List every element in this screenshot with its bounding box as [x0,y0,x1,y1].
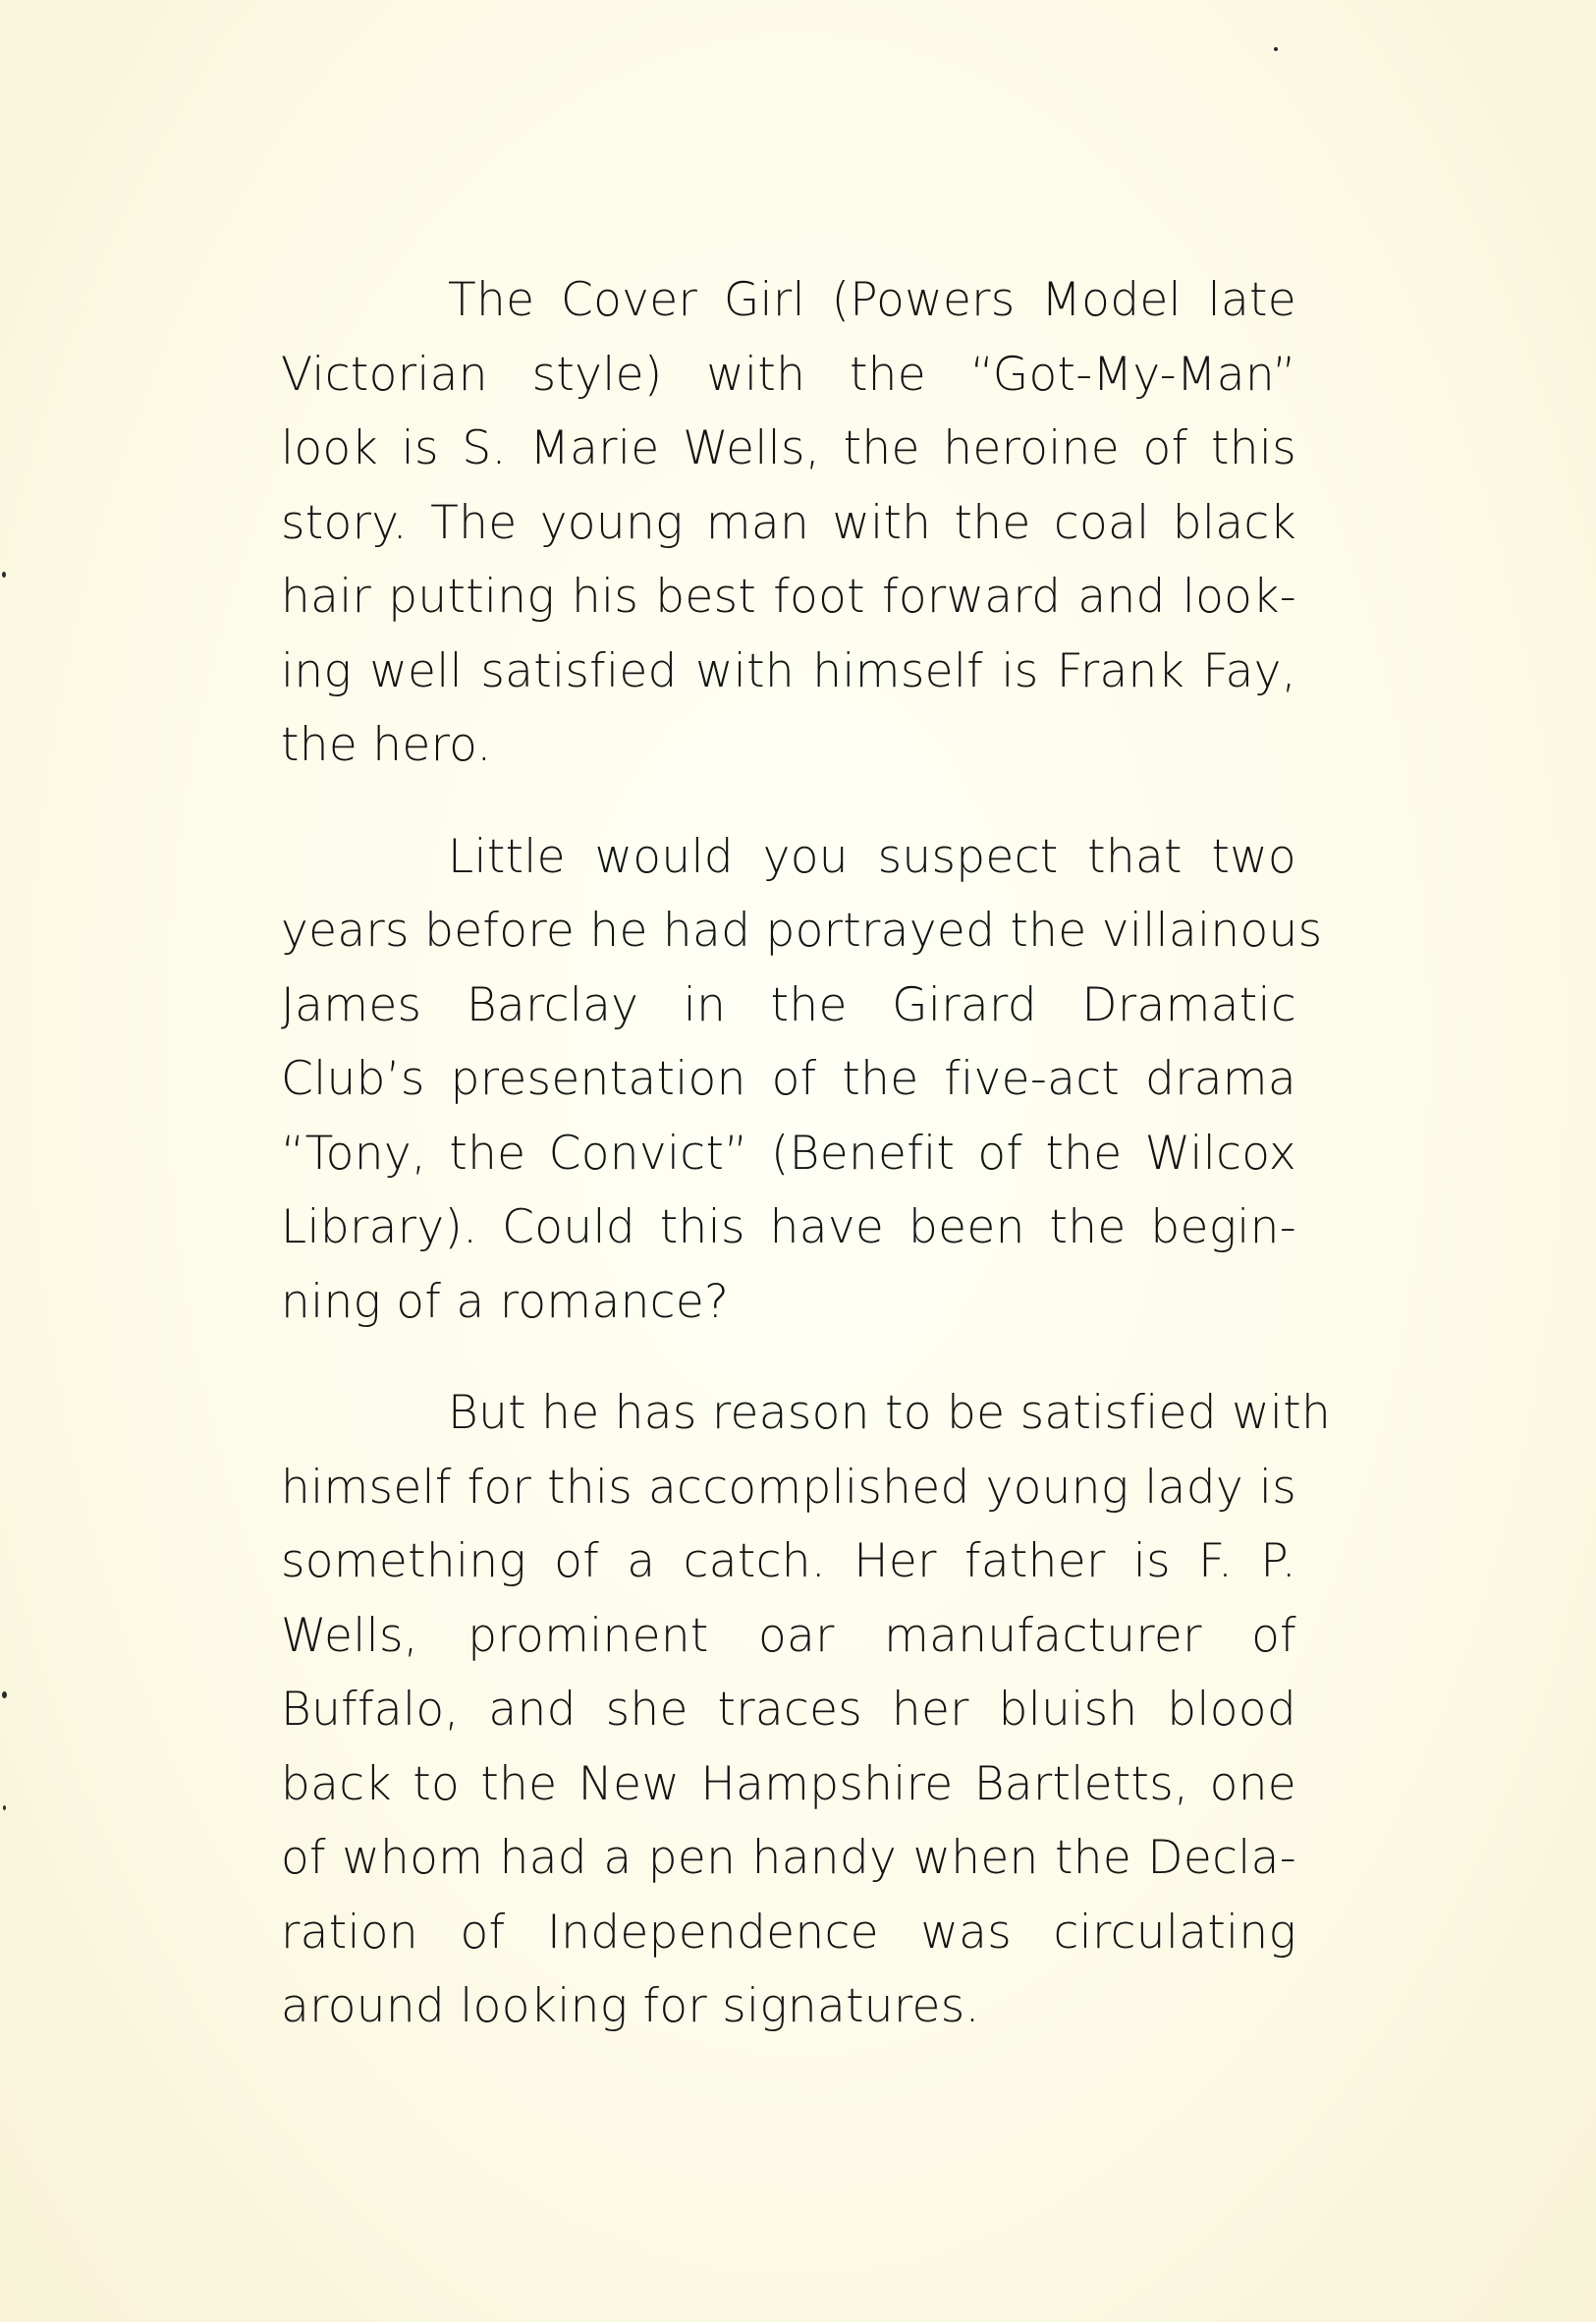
text-line: something of a catch. Her father is F. P. [281,1534,1296,1588]
margin-speck [2,572,6,578]
text-line: Wells, prominent oar manufacturer of [281,1608,1296,1663]
text-line: Buffalo, and she traces her bluish blood [281,1683,1296,1737]
text-line: the hero. [281,718,492,772]
text-line: hair putting his best foot forward and look- [281,570,1296,624]
text-line: Victorian style) with the “Got-My-Man” [281,347,1296,402]
paragraph-2 [281,820,1323,1340]
text-line: of whom had a pen handy when the Decla- [281,1831,1296,1885]
margin-speck [2,1691,7,1698]
text-line: around looking for signatures. [281,1979,980,2033]
paragraph-3 [281,1376,1332,2044]
text-line: Little would you suspect that two [448,829,1296,884]
body-text [281,263,1332,2081]
text-line: look is S. Marie Wells, the heroine of this [281,421,1296,475]
text-line: “Tony, the Convict” (Benefit of the Wilcox [281,1126,1296,1181]
text-line: ration of Independence was circulating [281,1905,1296,1960]
text-line: Club’s presentation of the five-act drama [281,1052,1296,1106]
margin-speck [1274,47,1278,51]
text-line: The Cover Girl (Powers Model late [448,273,1296,327]
paragraph-1 [281,263,1296,783]
text-line: years before he had portrayed the villainous [281,904,1323,958]
text-line: himself for this accomplished young lady is [281,1460,1296,1515]
text-line: ing well satisfied with himself is Frank Fay, [281,643,1296,698]
text-line: Library). Could this have been the begin- [281,1200,1296,1254]
margin-speck [3,1805,6,1810]
text-line: back to the New Hampshire Bartletts, one [281,1756,1296,1811]
text-line: James Barclay in the Girard Dramatic [281,977,1296,1032]
text-line: ning of a romance? [281,1274,730,1329]
text-line: story. The young man with the coal black [281,495,1296,550]
text-line: But he has reason to be satisfied with [448,1386,1332,1440]
